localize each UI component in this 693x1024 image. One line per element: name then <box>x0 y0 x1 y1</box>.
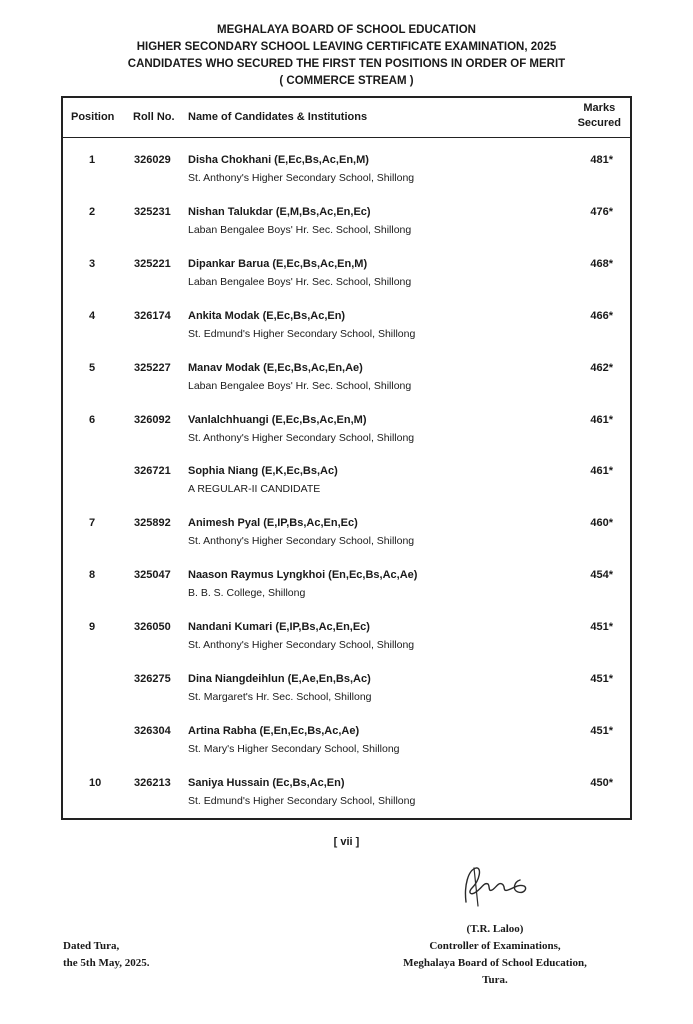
institution-cell: St. Anthony's Higher Secondary School, Shillong <box>188 172 415 184</box>
document-header <box>0 22 693 90</box>
institution-cell: St. Anthony's Higher Secondary School, Shillong <box>188 431 415 444</box>
roll-number-cell: 326304 <box>134 724 171 737</box>
candidate-name-cell: Nishan Talukdar (E,M,Bs,Ac,En,Ec) <box>188 205 371 218</box>
table-row <box>63 517 630 557</box>
dated-place: Dated Tura, <box>63 940 120 952</box>
institution-cell: St. Edmund's Higher Secondary School, Shillong <box>188 327 416 340</box>
table-row <box>63 673 630 713</box>
candidate-name-cell: Dina Niangdeihlun (E,Ae,En,Bs,Ac) <box>188 673 371 685</box>
roll-number-cell: 326275 <box>134 673 171 685</box>
candidate-name-cell: Ankita Modak (E,Ec,Bs,Ac,En) <box>188 309 346 322</box>
position-column-header: Position <box>71 111 115 123</box>
table-row <box>63 621 630 661</box>
position-cell: 1 <box>89 154 96 166</box>
list-title: CANDIDATES WHO SECURED THE FIRST TEN POSITIONS IN ORDER OF MERIT <box>127 58 566 70</box>
position-cell: 4 <box>89 309 96 322</box>
marks-cell: 468* <box>590 257 613 270</box>
position-cell: 7 <box>89 517 96 530</box>
roll-number-cell: 326050 <box>134 621 171 634</box>
roll-number-cell: 325231 <box>134 205 171 218</box>
table-row <box>63 414 630 454</box>
table-row <box>63 206 630 246</box>
name-column-header: Name of Candidates & Institutions <box>188 111 368 123</box>
candidate-name-cell: Dipankar Barua (E,Ec,Bs,Ac,En,M) <box>188 257 368 270</box>
candidate-name-cell: Manav Modak (E,Ec,Bs,Ac,En,Ae) <box>188 361 363 374</box>
exam-title: HIGHER SECONDARY SCHOOL LEAVING CERTIFICATE EXAMINATION, 2025 <box>136 41 557 53</box>
candidate-name-cell: Vanlalchhuangi (E,Ec,Bs,Ac,En,M) <box>188 413 367 426</box>
position-cell: 8 <box>89 569 96 582</box>
table-header <box>63 98 630 138</box>
candidate-name-cell: Animesh Pyal (E,IP,Bs,Ac,En,Ec) <box>188 517 358 530</box>
marks-cell: 451* <box>590 621 613 634</box>
signatory-title: Controller of Examinations, <box>429 940 561 952</box>
candidate-name-cell: Nandani Kumari (E,IP,Bs,Ac,En,Ec) <box>188 621 370 634</box>
roll-number-cell: 325221 <box>134 257 171 270</box>
institution-cell: St. Anthony's Higher Secondary School, Shillong <box>188 535 415 548</box>
position-cell: 9 <box>89 621 96 634</box>
table-row <box>63 725 630 765</box>
roll-number-cell: 325892 <box>134 517 171 530</box>
signatory-org: Meghalaya Board of School Education, <box>403 957 587 969</box>
table-row <box>63 258 630 298</box>
position-cell: 6 <box>89 413 96 426</box>
roll-number-cell: 325047 <box>134 569 171 582</box>
roll-number-cell: 326092 <box>134 413 171 426</box>
candidate-name-cell: Disha Chokhani (E,Ec,Bs,Ac,En,M) <box>188 154 369 166</box>
institution-cell: Laban Bengalee Boys' Hr. Sec. School, Shillong <box>188 223 412 236</box>
table-row <box>63 310 630 350</box>
marks-cell: 451* <box>590 673 613 685</box>
table-row <box>63 777 630 817</box>
stream-label: ( COMMERCE STREAM ) <box>279 75 414 87</box>
roll-number-cell: 325227 <box>134 361 171 374</box>
table-row <box>63 362 630 402</box>
marks-cell: 476* <box>590 205 613 218</box>
signature-image <box>458 862 534 910</box>
marks-cell: 460* <box>590 517 613 530</box>
position-cell: 5 <box>89 361 96 374</box>
marks-cell: 454* <box>590 569 613 582</box>
marks-cell: 481* <box>590 154 613 166</box>
signatory-name: (T.R. Laloo) <box>466 923 524 935</box>
marks-cell: 451* <box>590 724 613 737</box>
roll-number-cell: 326029 <box>134 154 171 166</box>
table-row <box>63 154 630 194</box>
dated-date: the 5th May, 2025. <box>63 957 150 969</box>
marks-header-line1: Marks <box>583 102 616 114</box>
merit-table <box>61 96 632 820</box>
institution-cell: St. Margaret's Hr. Sec. School, Shillong <box>188 691 372 703</box>
candidate-name-cell: Sophia Niang (E,K,Ec,Bs,Ac) <box>188 465 338 478</box>
roll-column-header: Roll No. <box>133 111 175 123</box>
institution-cell: B. B. S. College, Shillong <box>188 587 306 600</box>
institution-cell: St. Edmund's Higher Secondary School, Shillong <box>188 794 416 807</box>
roll-number-cell: 326174 <box>134 309 171 322</box>
marks-cell: 462* <box>590 361 613 374</box>
table-row <box>63 465 630 505</box>
date-place-block <box>63 938 149 972</box>
signatory-place: Tura. <box>482 974 508 986</box>
marks-cell: 461* <box>590 413 613 426</box>
marks-header-line2: Secured <box>577 117 621 129</box>
institution-cell: Laban Bengalee Boys' Hr. Sec. School, Shillong <box>188 275 412 288</box>
roll-number-cell: 326721 <box>134 465 171 478</box>
position-cell: 10 <box>89 776 102 789</box>
roll-number-cell: 326213 <box>134 776 171 789</box>
institution-cell: St. Anthony's Higher Secondary School, Shillong <box>188 639 415 652</box>
board-name: MEGHALAYA BOARD OF SCHOOL EDUCATION <box>217 24 476 36</box>
table-row <box>63 569 630 609</box>
institution-cell: A REGULAR-II CANDIDATE <box>188 483 321 496</box>
marks-cell: 450* <box>590 776 613 789</box>
marks-cell: 466* <box>590 309 613 322</box>
candidate-name-cell: Naason Raymus Lyngkhoi (En,Ec,Bs,Ac,Ae) <box>188 569 418 582</box>
candidate-name-cell: Artina Rabha (E,En,Ec,Bs,Ac,Ae) <box>188 724 360 737</box>
page-number: [ vii ] <box>333 836 360 848</box>
institution-cell: Laban Bengalee Boys' Hr. Sec. School, Shillong <box>188 379 412 392</box>
position-cell: 2 <box>89 205 96 218</box>
institution-cell: St. Mary's Higher Secondary School, Shillong <box>188 742 400 755</box>
signatory-block <box>370 921 620 989</box>
candidate-name-cell: Saniya Hussain (Ec,Bs,Ac,En) <box>188 776 345 789</box>
marks-column-header <box>578 101 621 131</box>
marks-cell: 461* <box>590 465 613 478</box>
position-cell: 3 <box>89 257 96 270</box>
